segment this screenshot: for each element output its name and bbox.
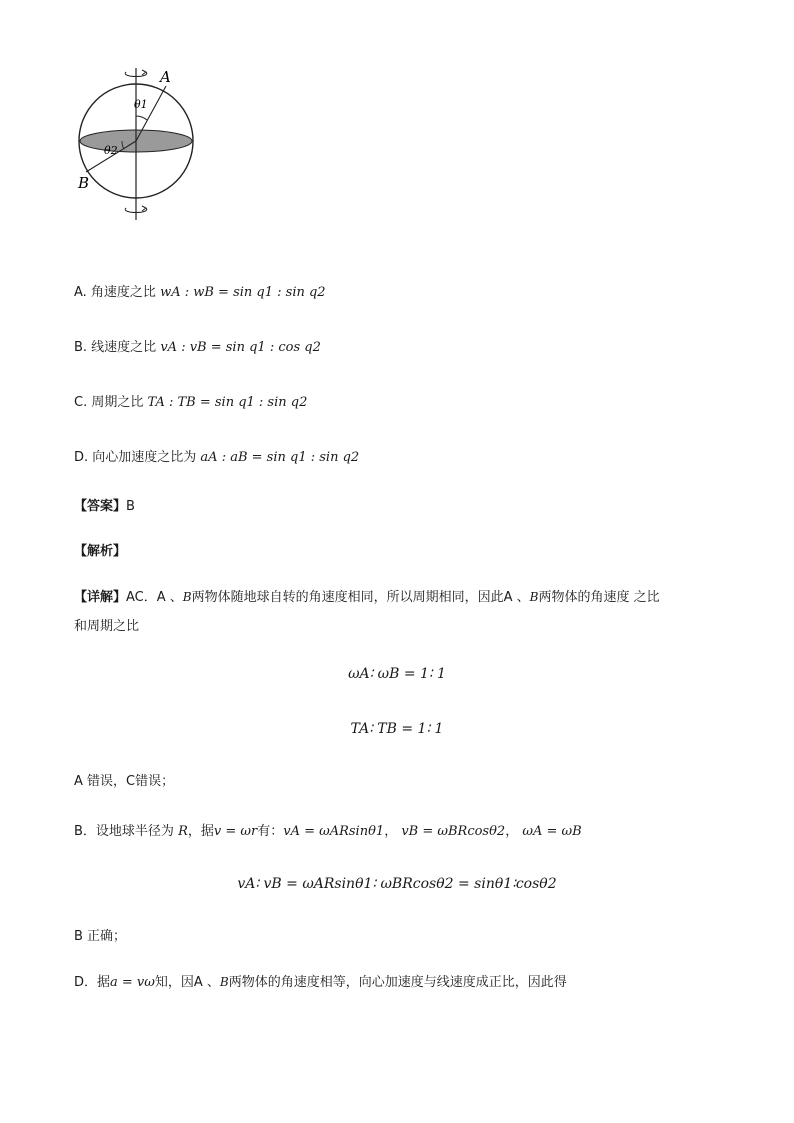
earth-rotation-figure	[76, 64, 200, 224]
detail-ac-line-2	[74, 617, 139, 637]
label-a: A	[160, 68, 171, 86]
detail-b-text-2: ，据	[187, 824, 214, 839]
detail-b-text-3: 有：	[257, 824, 284, 839]
option-a-text: A. 角速度之比	[74, 285, 156, 300]
option-b-formula: vA : vB = sin q1 : cos q2	[160, 340, 321, 355]
option-d	[74, 448, 359, 468]
detail-ac-b: B	[182, 590, 192, 604]
option-a	[74, 283, 326, 303]
detail-b-eq-va: vA = ωARsinθ1	[283, 824, 385, 839]
detail-b-eq-vb: vB = ωBRcosθ2	[401, 824, 506, 839]
label-theta1: θ1	[134, 98, 148, 111]
option-c-text: C. 周期之比	[74, 395, 144, 410]
equation-velocity-ratio: vA∶ vB = ωARsinθ1∶ ωBRcosθ2 = sinθ1∶cosθ2	[237, 876, 557, 892]
detail-d-text-2: 知，因A 、	[154, 975, 220, 990]
theta1-arc	[136, 116, 147, 120]
detail-b-r: R	[178, 824, 188, 839]
label-b: B	[78, 174, 90, 192]
detail-d-line	[74, 972, 567, 993]
detail-ac-line-1	[74, 587, 660, 608]
detail-d-b: B	[219, 975, 229, 989]
detail-ac-text-2: 两物体随地球自转的角速度相同，所以周期相同，因此A 、	[191, 590, 530, 605]
option-a-formula: wA : wB = sin q1 : sin q2	[160, 285, 326, 300]
equation-omega-ratio: ωA∶ ωB = 1∶ 1	[348, 666, 446, 682]
option-b-text: B. 线速度之比	[74, 340, 157, 355]
option-b	[74, 338, 321, 358]
detail-b-conclusion: B 正确；	[74, 929, 127, 944]
analysis-label: 【解析】	[74, 544, 127, 559]
detail-b-formula: v = ωr	[213, 824, 258, 839]
option-c	[74, 393, 307, 413]
answer-label: 【答案】	[74, 499, 127, 514]
detail-d-text-3: 两物体的角速度相等，向心加速度与线速度成正比，因此得	[228, 975, 567, 990]
label-theta2: θ2	[104, 144, 118, 157]
detail-ac-text-4: 和周期之比	[74, 619, 140, 634]
answer-value: B	[126, 499, 135, 514]
equation-period-ratio: TA∶ TB = 1∶ 1	[350, 721, 444, 737]
detail-ac-text-3: 两物体的角速度 之比	[538, 590, 660, 605]
bottom-rotation-arrow-head	[142, 206, 146, 211]
detail-d-formula: a = vω	[110, 975, 155, 990]
detail-b-line: B．设地球半径为 R，据v = ωr有：vA = ωARsinθ1， vB = ωBRcosθ2， ωA = ωB	[74, 824, 582, 839]
analysis-line	[74, 542, 126, 562]
detail-b-eq-w: ωA = ωB	[522, 824, 582, 839]
top-rotation-arrow-head	[142, 70, 146, 75]
answer-line	[74, 497, 135, 517]
option-d-text: D. 向心加速度之比为	[74, 450, 197, 465]
detail-ac-text-1: AC．A 、	[126, 590, 183, 605]
option-c-formula: TA : TB = sin q1 : sin q2	[147, 395, 308, 410]
detail-label: 【详解】	[74, 590, 127, 605]
option-d-formula: aA : aB = sin q1 : sin q2	[200, 450, 360, 465]
detail-ac-b2: B	[529, 590, 539, 604]
detail-d-text-1: D．据	[74, 975, 111, 990]
detail-b-text-1: B．设地球半径为	[74, 824, 174, 839]
detail-ac-conclusion: A 错误，C错误；	[74, 774, 175, 789]
